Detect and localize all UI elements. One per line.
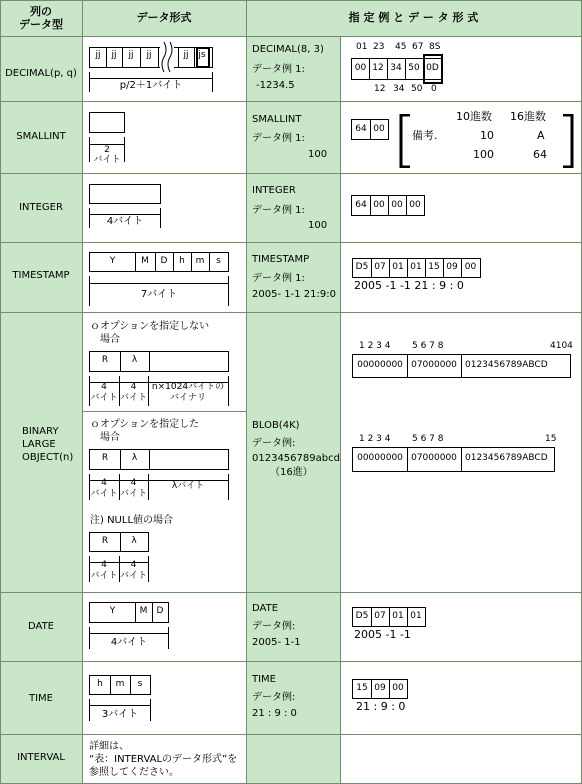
header-column-type: 列の データ型 <box>19 5 63 31</box>
row-label-smallint: SMALLINT <box>16 131 66 142</box>
blob-offset-end: 15 <box>545 434 557 444</box>
smallint-example-value: 100 <box>308 149 328 160</box>
row-label-blob: BINARY LARGE OBJECT(n) <box>22 426 74 463</box>
blob-null-note: 注) NULL値の場合 <box>90 515 174 526</box>
timestamp-size: 7バイト <box>140 289 178 300</box>
row-label-timestamp: TIMESTAMP <box>12 270 70 281</box>
row-label-date: DATE <box>27 621 54 632</box>
smallint-note-header-dec: 10進数 <box>456 110 492 123</box>
time-size: 3バイト <box>101 709 139 720</box>
smallint-note-cell: 64 <box>533 148 547 161</box>
blob-size-r: 4 バイト <box>90 560 118 581</box>
blob-example-note: （16進） <box>270 467 313 478</box>
decimal-digit: 34 <box>393 84 405 94</box>
blob-offsets: 1 2 3 4 <box>359 434 391 444</box>
smallint-size-unit: バイト <box>93 155 121 165</box>
blob-size-lambda: λバイト <box>171 481 205 491</box>
decimal-size: p/2＋1バイト <box>119 80 183 91</box>
blob-size-n: n×1024バイトの バイナリ <box>151 382 225 403</box>
decimal-digit: 45 <box>395 42 407 52</box>
integer-format-box <box>89 184 161 204</box>
time-readout: 21 : 9 : 0 <box>356 700 406 713</box>
blob-byte-box-1: 00000000 07000000 0123456789ABCD <box>352 354 571 378</box>
decimal-example-value: -1234.5 <box>256 80 295 91</box>
blob-size-l: 4 バイト <box>119 382 147 403</box>
timestamp-example-label: データ例 1: <box>252 273 305 284</box>
date-size: 4バイト <box>110 637 148 648</box>
label-column-bg <box>0 36 82 784</box>
blob-offsets: 5 6 7 8 <box>412 341 444 351</box>
blob-spec: BLOB(4K) <box>252 420 300 431</box>
blob-format-box-1: R λ <box>89 351 229 372</box>
smallint-size-num: 2 <box>104 145 110 155</box>
smallint-note-header-hex: 16進数 <box>510 110 546 123</box>
time-example-value: 21 : 9 : 0 <box>252 708 297 719</box>
date-byte-box: D5 07 01 01 <box>352 607 426 627</box>
smallint-note-cell: 10 <box>480 129 494 142</box>
smallint-note-cell: 100 <box>473 148 494 161</box>
smallint-note-cell: A <box>537 129 545 142</box>
decimal-digit: 8S <box>429 42 441 52</box>
date-example-label: データ例: <box>252 621 296 632</box>
interval-description: 詳細は、 “表：INTERVALのデータ形式”を 参照してください。 <box>89 741 238 778</box>
smallint-spec: SMALLINT <box>252 114 302 125</box>
decimal-digit: 23 <box>373 42 385 52</box>
blob-example-label: データ例: <box>252 438 296 449</box>
smallint-note-label: 備考. <box>412 129 438 142</box>
row-label-decimal: DECIMAL(p, q) <box>5 68 77 79</box>
blob-example-value: 0123456789abcd <box>252 453 340 464</box>
decimal-digit: 12 <box>374 84 386 94</box>
time-example-label: データ例: <box>252 692 296 703</box>
header-data-format: データ形式 <box>136 11 192 24</box>
blob-format-box-null: R λ <box>89 532 149 552</box>
smallint-format-box <box>89 112 125 133</box>
timestamp-example-value: 2005- 1-1 21:9:0 <box>252 289 336 300</box>
timestamp-spec: TIMESTAMP <box>252 254 310 265</box>
decimal-digit: 50 <box>411 84 423 94</box>
row-label-integer: INTEGER <box>19 202 63 213</box>
bracket-right-icon <box>560 114 576 168</box>
decimal-byte-box: 00 12 34 50 0D <box>351 58 443 80</box>
row-label-time: TIME <box>28 693 53 704</box>
blob-size-r: 4 バイト <box>90 478 118 499</box>
timestamp-format-box: Y M D h m s <box>89 252 229 272</box>
date-readout: 2005 -1 -1 <box>354 628 411 641</box>
timestamp-byte-box: D5 07 01 01 15 09 00 <box>352 258 481 278</box>
blob-option-on: ｏオプションを指定した 場合 <box>90 419 200 443</box>
integer-byte-box: 64 00 00 00 <box>351 195 425 216</box>
blob-size-l: 4 バイト <box>119 478 147 499</box>
row-label-interval: INTERVAL <box>17 752 65 763</box>
decimal-digit: 67 <box>412 42 424 52</box>
date-format-box: Y M D <box>89 602 169 623</box>
blob-offset-end: 4104 <box>550 341 573 351</box>
integer-spec: INTEGER <box>252 185 296 196</box>
time-spec: TIME <box>252 674 277 685</box>
time-byte-box: 15 09 00 <box>352 679 408 699</box>
decimal-break-mark <box>160 42 174 72</box>
time-format-box: h m s <box>89 675 151 695</box>
integer-example-value: 100 <box>308 220 328 231</box>
blob-format-box-2: R λ <box>89 449 229 470</box>
blob-offsets: 5 6 7 8 <box>412 434 444 444</box>
blob-byte-box-2: 00000000 07000000 0123456789ABCD <box>352 447 555 472</box>
smallint-example-label: データ例 1: <box>252 133 305 144</box>
date-example-value: 2005- 1-1 <box>252 637 301 648</box>
blob-size-l: 4 バイト <box>119 560 147 581</box>
decimal-digit: 0 <box>431 84 437 94</box>
smallint-byte-box: 64 00 <box>351 119 389 140</box>
header-spec-example: 指 定 例 と デ ー タ 形 式 <box>348 11 479 24</box>
decimal-digit: 01 <box>356 42 368 52</box>
decimal-spec: DECIMAL(8, 3) <box>252 44 324 55</box>
blob-offsets: 1 2 3 4 <box>359 341 391 351</box>
decimal-format-box: jj jj jj jj jj js <box>89 47 213 68</box>
blob-size-r: 4 バイト <box>90 382 118 403</box>
integer-size: 4バイト <box>106 216 144 227</box>
date-spec: DATE <box>252 603 279 614</box>
integer-example-label: データ例 1: <box>252 205 305 216</box>
timestamp-readout: 2005 -1 -1 21 : 9 : 0 <box>354 279 464 292</box>
decimal-example-label: データ例 1: <box>252 64 305 75</box>
blob-option-off: ｏオプションを指定しない 場合 <box>90 321 210 345</box>
